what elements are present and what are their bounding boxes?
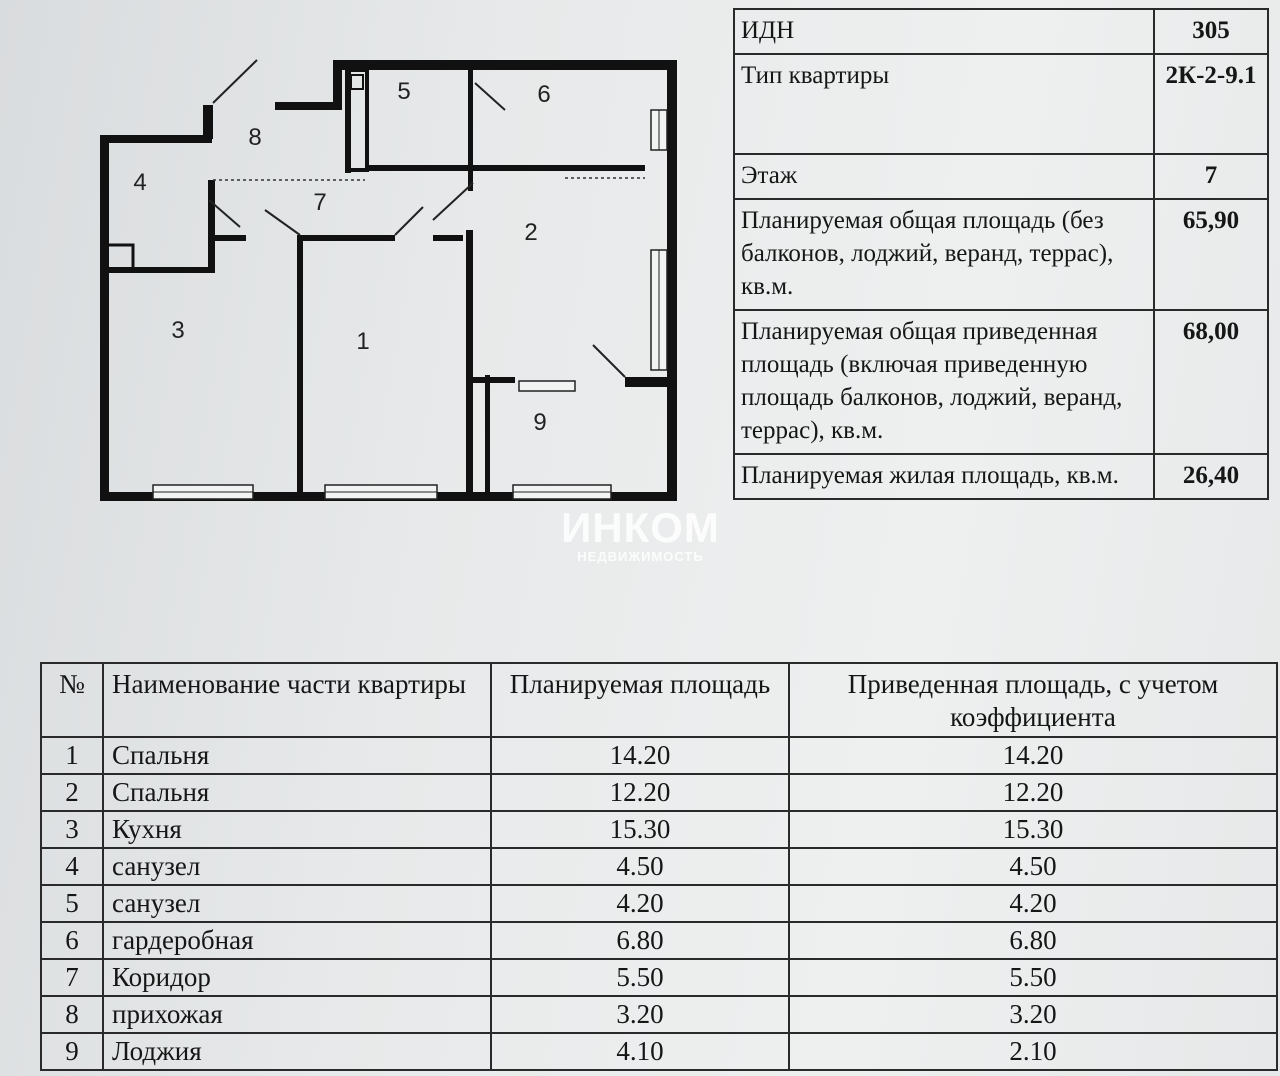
info-label: Планируемая общая площадь (без балконов, лоджий, веранд, террас), кв.м. [734, 199, 1154, 310]
info-value: 65,90 [1154, 199, 1268, 310]
row-number: 8 [41, 996, 103, 1033]
row-name: санузел [103, 885, 491, 922]
info-row [734, 9, 1268, 54]
row-planned-area: 12.20 [491, 774, 789, 811]
row-number: 2 [41, 774, 103, 811]
header-planned-area: Планируемая площадь [491, 663, 789, 737]
row-number: 3 [41, 811, 103, 848]
floor-plan-drawing [95, 55, 685, 505]
info-label: Планируемая общая приведенная площадь (включая приведенную площадь балконов, лоджий, веранд, террас), кв.м. [734, 310, 1154, 454]
row-number: 7 [41, 959, 103, 996]
header-number: № [41, 663, 103, 737]
row-name: Спальня [103, 774, 491, 811]
watermark-logo: ИНКОМ [561, 504, 720, 551]
row-reduced-area: 6.80 [789, 922, 1277, 959]
row-number: 4 [41, 848, 103, 885]
info-row [734, 199, 1268, 310]
row-name: Спальня [103, 737, 491, 774]
row-reduced-area: 4.50 [789, 848, 1277, 885]
row-number: 9 [41, 1033, 103, 1070]
watermark-subtitle: НЕДВИЖИМОСТЬ [577, 549, 704, 564]
room-number-5: 5 [397, 78, 411, 105]
room-number-9: 9 [533, 409, 547, 436]
floor-plan [95, 55, 685, 505]
info-row [734, 310, 1268, 454]
info-value: 7 [1154, 154, 1268, 199]
row-planned-area: 3.20 [491, 996, 789, 1033]
room-number-3: 3 [171, 317, 185, 344]
row-number: 1 [41, 737, 103, 774]
apartment-info-table [733, 8, 1269, 500]
header-reduced-area: Приведенная площадь, с учетом коэффициента [789, 663, 1277, 737]
info-label: ИДН [734, 9, 1154, 54]
info-label: Этаж [734, 154, 1154, 199]
row-reduced-area: 3.20 [789, 996, 1277, 1033]
row-reduced-area: 4.20 [789, 885, 1277, 922]
rooms-table [40, 662, 1278, 1071]
row-reduced-area: 5.50 [789, 959, 1277, 996]
table-row [41, 922, 1277, 959]
header-name: Наименование части квартиры [103, 663, 491, 737]
row-name: Кухня [103, 811, 491, 848]
row-planned-area: 5.50 [491, 959, 789, 996]
info-value: 68,00 [1154, 310, 1268, 454]
room-number-1: 1 [356, 328, 370, 355]
row-planned-area: 4.10 [491, 1033, 789, 1070]
row-planned-area: 4.20 [491, 885, 789, 922]
row-number: 6 [41, 922, 103, 959]
info-row [734, 154, 1268, 199]
table-row [41, 959, 1277, 996]
info-row [734, 454, 1268, 499]
info-value: 305 [1154, 9, 1268, 54]
row-planned-area: 15.30 [491, 811, 789, 848]
info-label: Планируемая жилая площадь, кв.м. [734, 454, 1154, 499]
rooms-table-header [41, 663, 1277, 737]
info-value: 26,40 [1154, 454, 1268, 499]
row-name: Лоджия [103, 1033, 491, 1070]
table-row [41, 737, 1277, 774]
table-row [41, 996, 1277, 1033]
room-number-6: 6 [537, 81, 551, 108]
watermark [538, 505, 743, 564]
row-planned-area: 6.80 [491, 922, 789, 959]
info-label: Тип квартиры [734, 54, 1154, 154]
table-row [41, 885, 1277, 922]
info-row [734, 54, 1268, 154]
row-name: гардеробная [103, 922, 491, 959]
row-name: Коридор [103, 959, 491, 996]
row-number: 5 [41, 885, 103, 922]
room-number-7: 7 [313, 189, 327, 216]
row-reduced-area: 15.30 [789, 811, 1277, 848]
row-reduced-area: 2.10 [789, 1033, 1277, 1070]
info-value: 2К-2-9.1 [1154, 54, 1268, 154]
room-number-4: 4 [133, 169, 147, 196]
row-name: прихожая [103, 996, 491, 1033]
row-name: санузел [103, 848, 491, 885]
row-reduced-area: 12.20 [789, 774, 1277, 811]
row-reduced-area: 14.20 [789, 737, 1277, 774]
room-number-8: 8 [248, 124, 262, 151]
room-number-2: 2 [524, 219, 538, 246]
table-row [41, 1033, 1277, 1070]
row-planned-area: 14.20 [491, 737, 789, 774]
table-row [41, 811, 1277, 848]
table-row [41, 848, 1277, 885]
row-planned-area: 4.50 [491, 848, 789, 885]
table-row [41, 774, 1277, 811]
